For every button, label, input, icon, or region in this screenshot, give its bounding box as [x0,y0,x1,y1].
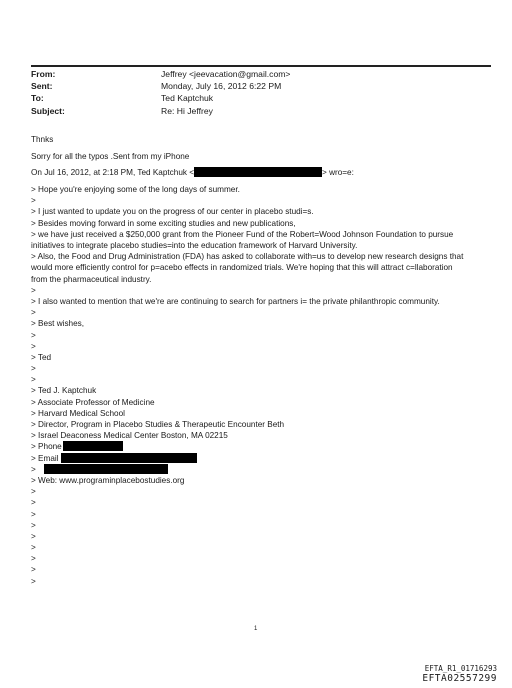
quoted-line: > [31,576,36,586]
quoted-line: > [31,341,36,351]
quoted-line: > [31,498,36,508]
signature-email [31,453,501,464]
signature-line: > Harvard Medical School [31,408,125,418]
quoted-line: initiatives to integrate placebo studies=into the education framework of Harvard University. [31,241,358,250]
quoted-line: > Ted [31,352,52,362]
quoted-line: > [31,330,36,340]
email-body [31,134,501,587]
quoted-line: > Also, the Food and Drug Administration (FDA) has asked to collaborate with=us to develop new research designs that [31,252,464,262]
subject-row [31,105,290,117]
signature-line: > Director, Program in Placebo Studies & Therapeutic Encounter Beth [31,420,285,429]
from-row [31,68,290,80]
body-line: Thnks [31,135,54,144]
quoted-line: from the pharmaceutical industry. [31,274,152,284]
signature-redacted-line [31,464,501,475]
quoted-line: > [31,285,36,295]
phone-label: > Phone [31,442,62,452]
bates-id-small: EFTA_R1_01716293 [424,664,497,673]
quoted-line: > Besides moving forward in some exciting studies and new publications, [31,218,296,228]
bates-id-large: EFTA02557299 [422,673,497,684]
email-header [31,68,290,117]
quoted-line: > [31,487,36,497]
bates-stamp [422,664,497,684]
quoted-line: > we have just received a $250,000 grant from the Pioneer Fund of the Robert=Wood Johnson Foundation to pursue [31,229,454,239]
quoted-line: > [31,196,36,206]
subject-value: Re: Hi Jeffrey [161,105,213,116]
signature-line: > Associate Professor of Medicine [31,397,155,407]
reply-attribution [31,167,501,178]
quoted-line: > [31,375,36,385]
to-value: Ted Kaptchuk [161,93,214,104]
quoted-line: > [31,554,36,564]
from-value: Jeffrey <jeevacation@gmail.com> [161,69,291,79]
quoted-line: > [31,364,36,374]
to-row [31,92,290,104]
page-number: 1 [254,626,258,632]
signature-phone [31,441,501,452]
quoted-line: would more efficiently control for p=acebo effects in randomized trials. We're hoping that this will attract c=llaboration [31,263,453,273]
signature-line: > Israel Deaconess Medical Center Boston, MA 02215 [31,431,228,441]
redaction-box [194,167,322,177]
redaction-box [44,464,168,474]
sent-row [31,80,290,92]
quoted-line: > I also wanted to mention that we're are continuing to search for partners i= the private philanthropic community. [31,296,440,306]
quoted-line: > Hope you're enjoying some of the long days of summer. [31,185,240,195]
from-label: From: [31,69,56,79]
header-rule [31,65,491,67]
attribution-text: On Jul 16, 2012, at 2:18 PM, Ted Kaptchuk < [31,168,195,178]
email-label: > Email [31,453,59,463]
redaction-box [63,441,123,451]
quoted-line: > Best wishes, [31,319,85,329]
signature-line: > Ted J. Kaptchuk [31,386,97,396]
quoted-line: > [31,509,36,519]
quote-marker: > [31,464,36,474]
sent-value: Monday, July 16, 2012 6:22 PM [161,81,282,92]
attribution-suffix: > wro=e: [322,168,354,178]
quoted-line: > I just wanted to update you on the progress of our center in placebo studi=s. [31,207,314,217]
quoted-line: > [31,543,36,553]
sent-label: Sent: [31,81,53,92]
redaction-box [61,453,197,463]
to-label: To: [31,93,44,104]
quoted-line: > [31,531,36,541]
quoted-line: > [31,308,36,318]
signature-line: > Web: www.programinplacebostudies.org [31,475,185,485]
quoted-line: > [31,520,36,530]
body-line: Sorry for all the typos .Sent from my iPhone [31,151,190,161]
quoted-line: > [31,565,36,575]
subject-label: Subject: [31,105,65,116]
